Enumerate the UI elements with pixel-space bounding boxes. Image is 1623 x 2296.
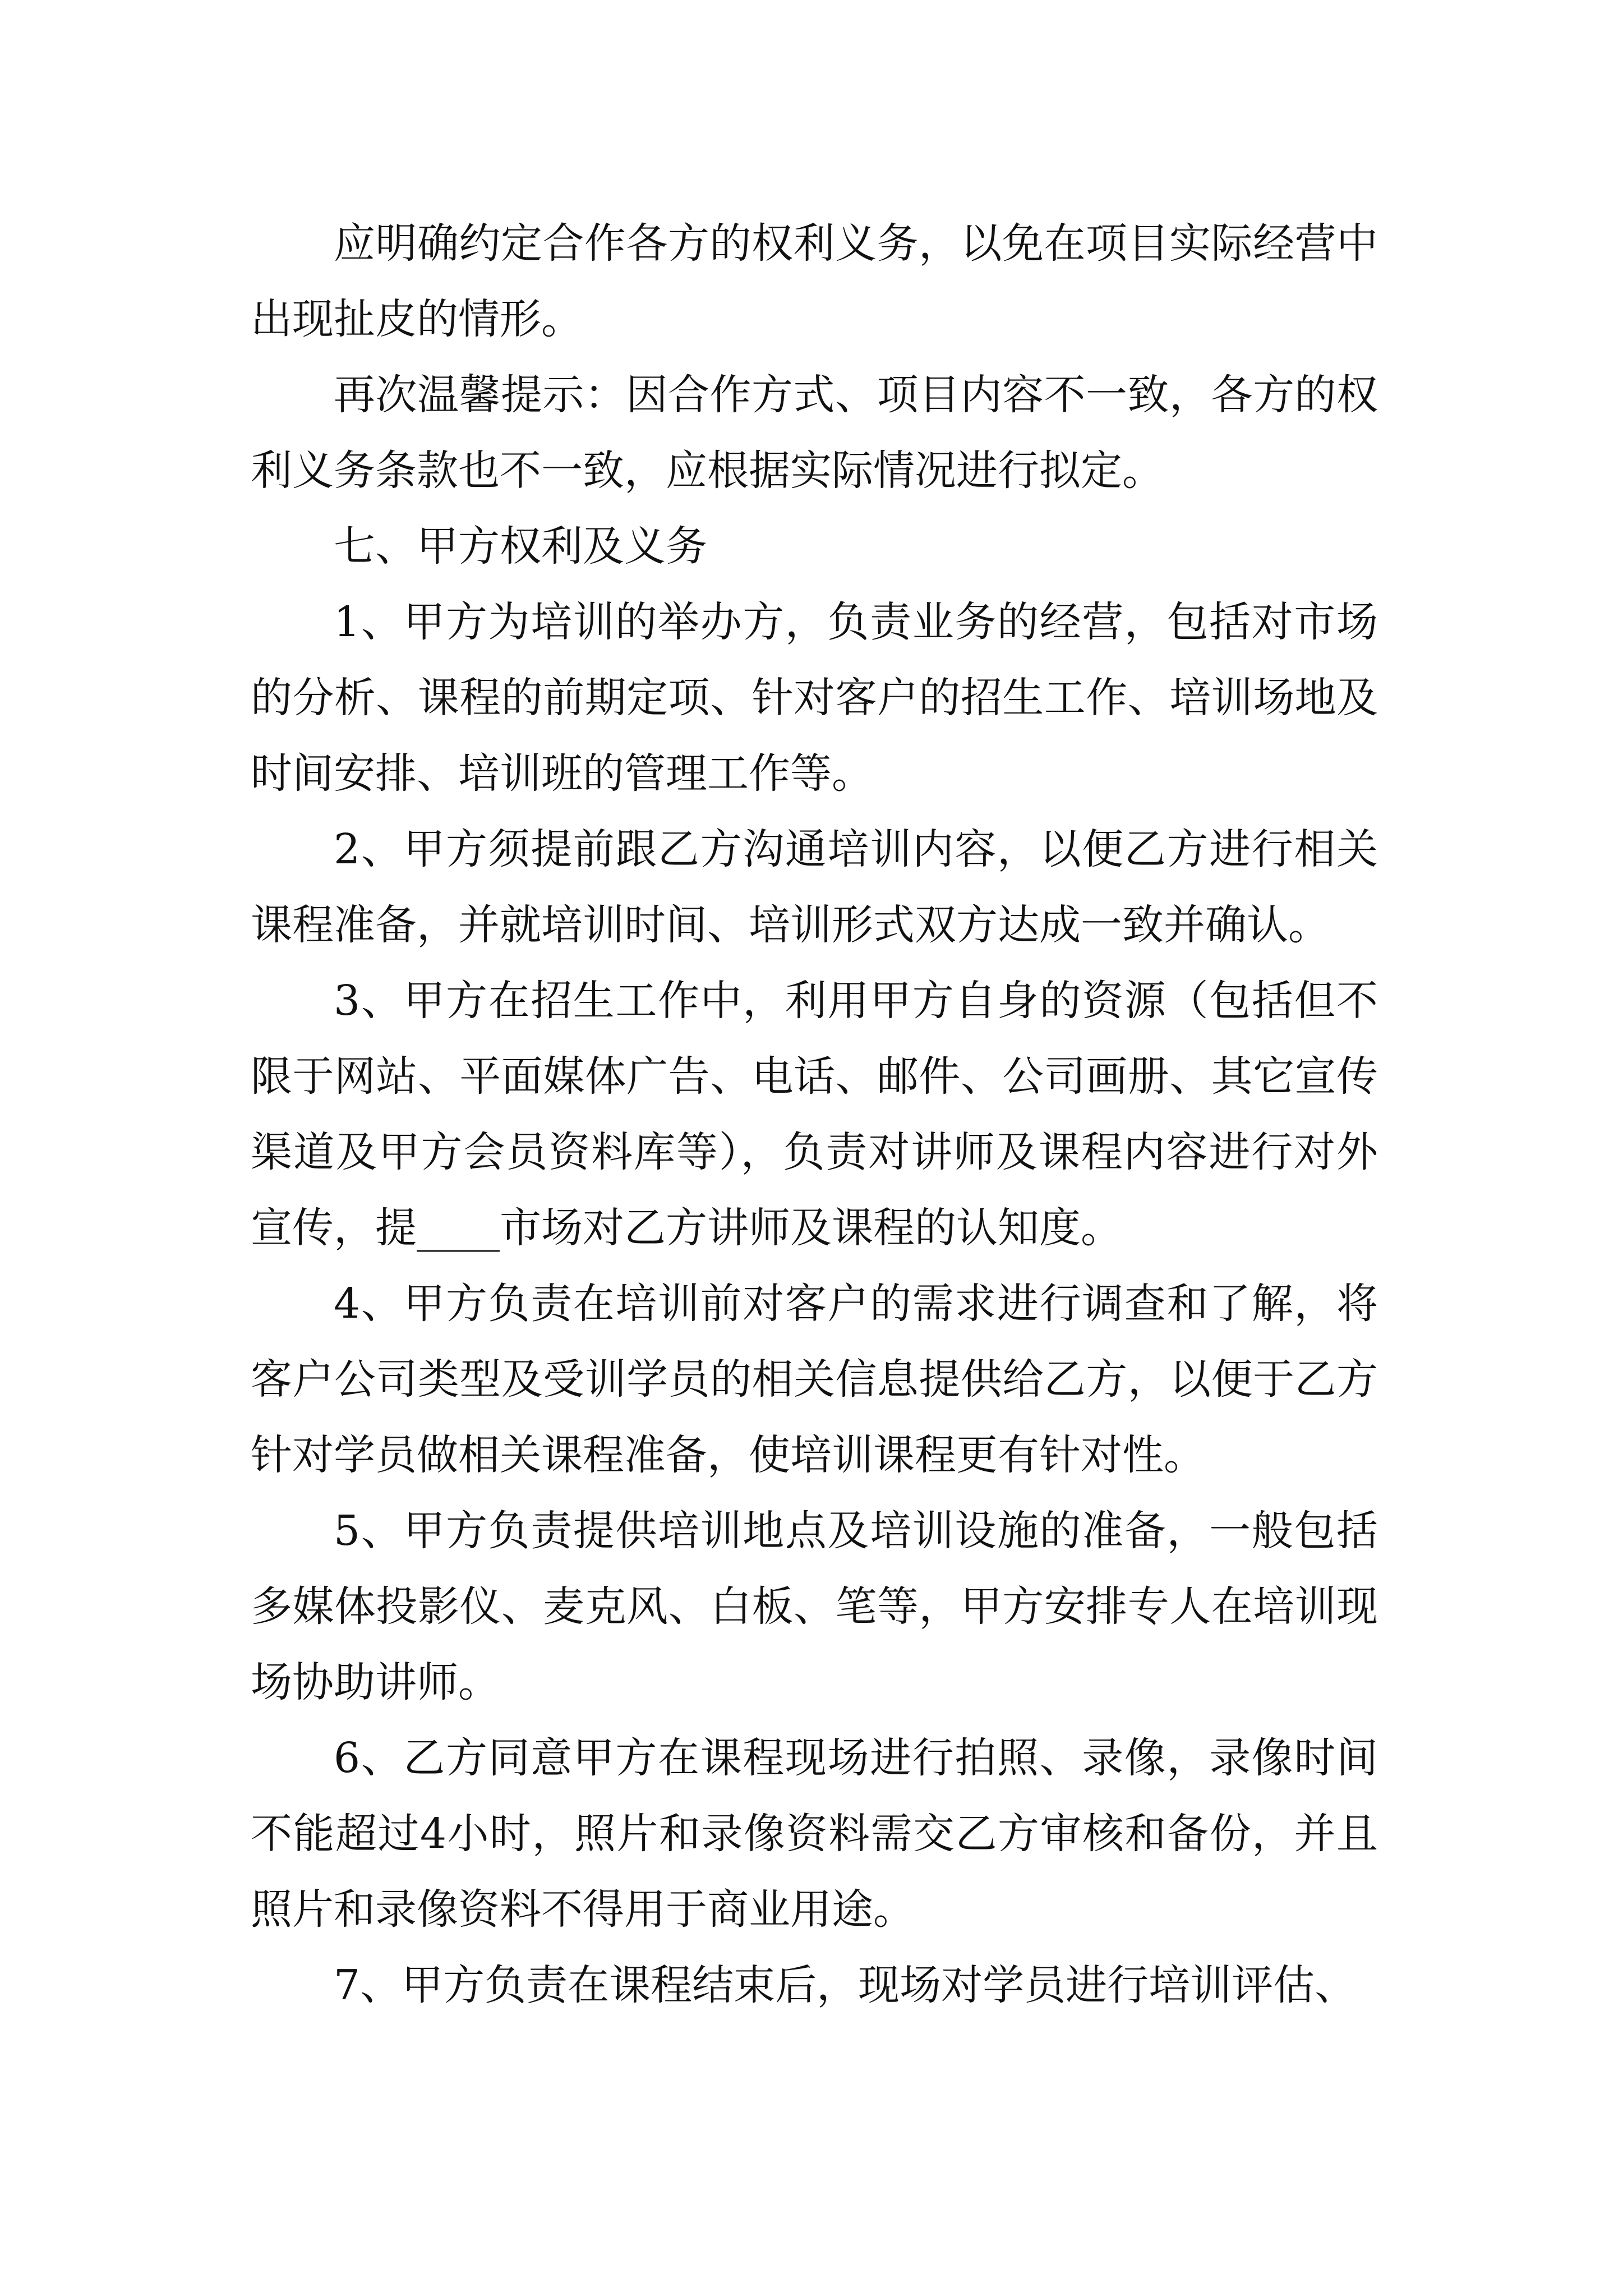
- paragraph-rights-obligations: 应明确约定合作各方的权利义务，以免在项目实际经营中出现扯皮的情形。: [251, 219, 1378, 343]
- clause-6: 6、乙方同意甲方在课程现场进行拍照、录像，录像时间不能超过4小时，照片和录像资料需交乙方审核和备份，并且照片和录像资料不得用于商业用途。: [251, 1734, 1378, 1934]
- clause-1: 1、甲方为培训的举办方，负责业务的经营，包括对市场的分析、课程的前期定项、针对客户的招生工作、培训场地及时间安排、培训班的管理工作等。: [251, 598, 1378, 798]
- clause-3: 3、甲方在招生工作中，利用甲方自身的资源（包括但不限于网站、平面媒体广告、电话、邮件、公司画册、其它宣传渠道及甲方会员资料库等），负责对讲师及课程内容进行对外宣传，提____市场对乙方讲师及课程的认知度。: [251, 977, 1378, 1252]
- document-body: [251, 206, 1378, 2023]
- clause-2: 2、甲方须提前跟乙方沟通培训内容，以便乙方进行相关课程准备，并就培训时间、培训形式双方达成一致并确认。: [251, 825, 1378, 949]
- clause-7: 7、甲方负责在课程结束后，现场对学员进行培训评估、: [334, 1961, 1357, 2009]
- section-heading: 七、甲方权利及义务: [334, 522, 707, 570]
- paragraph-reminder: 再次温馨提示：因合作方式、项目内容不一致，各方的权利义务条款也不一致，应根据实际情况进行拟定。: [251, 371, 1378, 495]
- clause-4: 4、甲方负责在培训前对客户的需求进行调查和了解，将客户公司类型及受训学员的相关信息提供给乙方，以便于乙方针对学员做相关课程准备，使培训课程更有针对性。: [251, 1280, 1378, 1479]
- clause-5: 5、甲方负责提供培训地点及培训设施的准备，一般包括多媒体投影仪、麦克风、白板、笔等，甲方安排专人在培训现场协助讲师。: [251, 1507, 1378, 1706]
